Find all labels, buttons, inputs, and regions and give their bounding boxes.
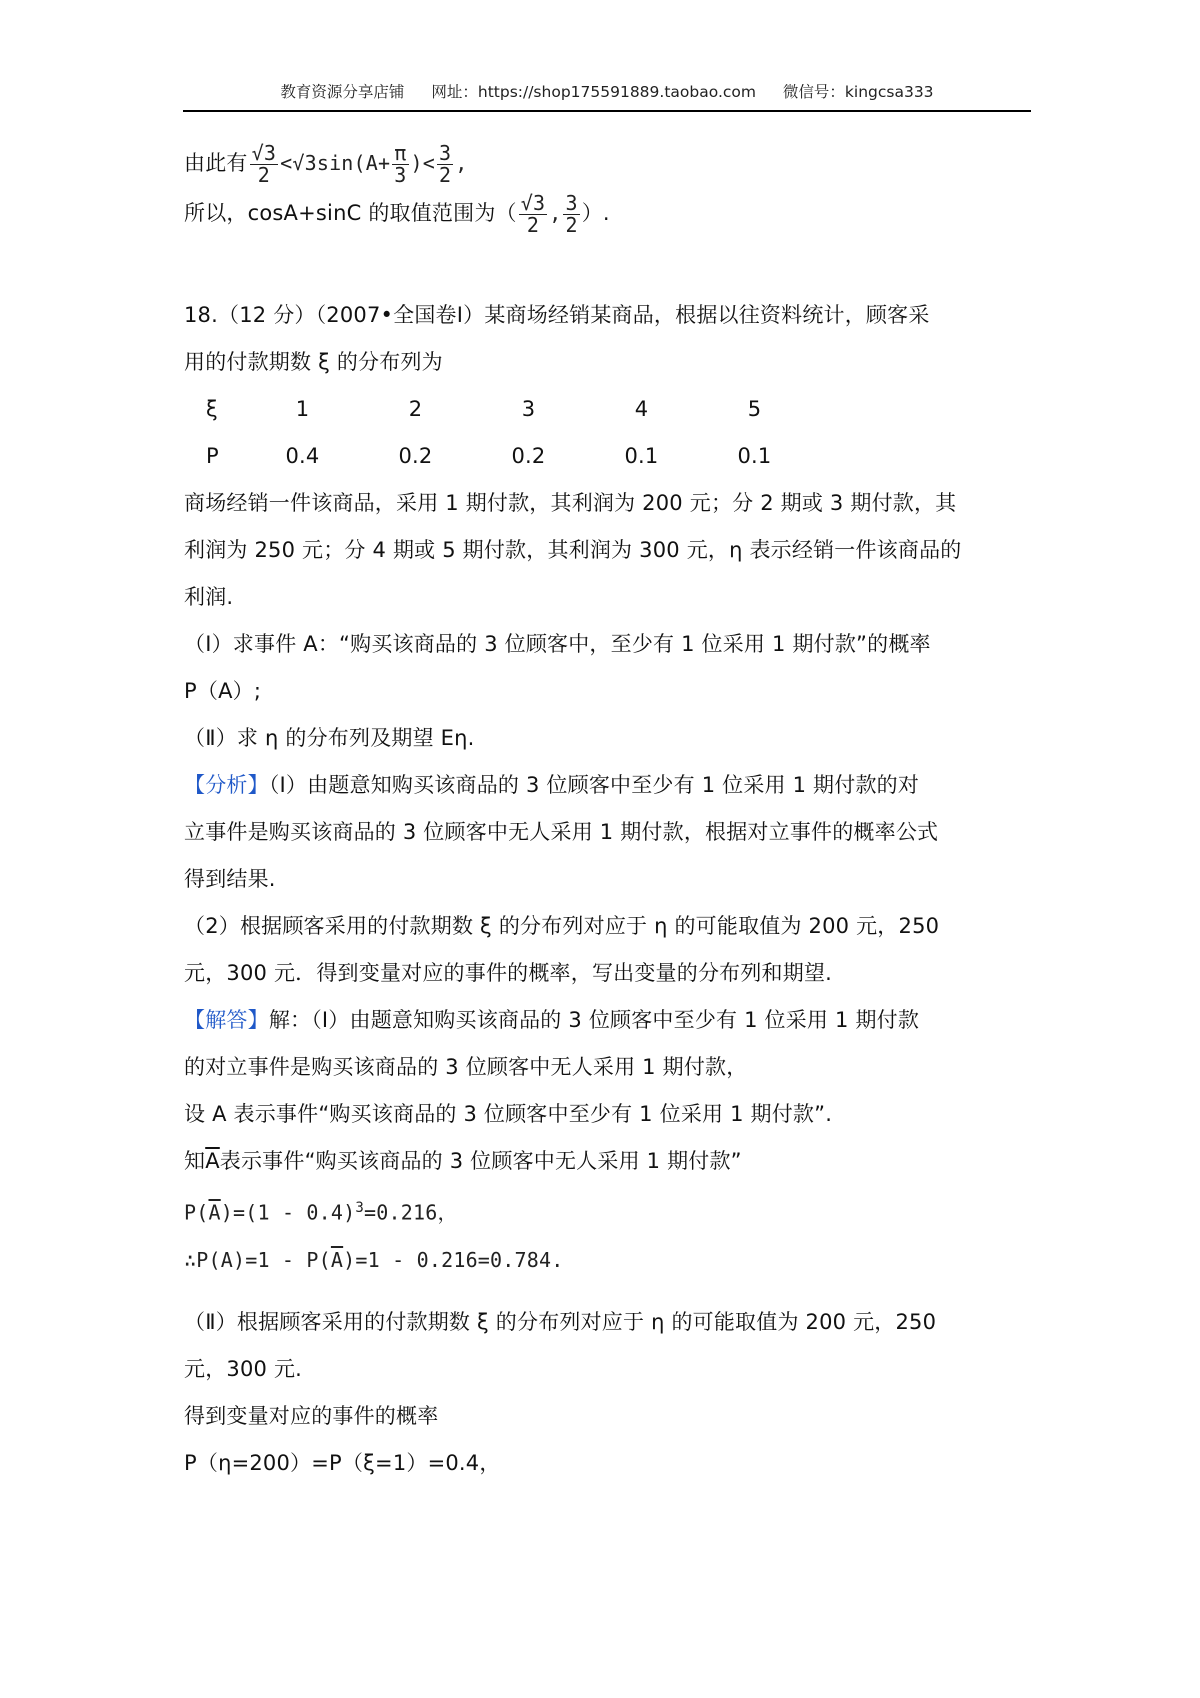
analysis-line-1: 【分析】（Ⅰ）由题意知购买该商品的 3 位顾客中至少有 1 位采用 1 期付款的对 [184,773,920,797]
table-prob: 0.2 [398,444,433,468]
table-prob: 0.2 [511,444,546,468]
fraction-sqrt3-over-2: $\frac{√3}{2}$ [251,140,277,187]
complement-a: $\overline{A}$ [205,1149,220,1173]
solution-line-1: 【解答】解：（Ⅰ）由题意知购买该商品的 3 位顾客中至少有 1 位采用 1 期付款 [184,1008,920,1032]
less-than-symbol: < [280,151,293,175]
range-right-fraction: $\frac{3}{2}$ [565,190,578,237]
problem-line-2: 用的付款期数 ξ 的分布列为 [184,350,443,374]
table-xi-label: ξ [206,397,218,421]
analysis-line-3: 得到结果. [184,867,276,891]
complement-a: $\overline{A}$ [208,1200,221,1225]
less-than-symbol-2: < [422,151,436,175]
solution-line-6: 元，300 元. [184,1357,303,1381]
header-shop: 教育资源分享店铺 [280,83,405,101]
table-prob: 0.4 [285,444,320,468]
solution-tag: 【解答】 [184,1008,269,1032]
analysis-line-4: （2）根据顾客采用的付款期数 ξ 的分布列对应于 η 的可能取值为 200 元，250 [184,914,940,938]
analysis-line-2: 立事件是购买该商品的 3 位顾客中无人采用 1 期付款，根据对立事件的概率公式 [184,820,939,844]
problem-line-3: 商场经销一件该商品，采用 1 期付款，其利润为 200 元；分 2 期或 3 期付款，其 [184,491,957,515]
sqrt3-term: √3 [292,151,317,175]
problem-line-1: 18.（12 分）（2007•全国卷Ⅰ）某商场经销某商品，根据以往资料统计，顾客采 [184,303,930,327]
problem-line-4: 利润为 250 元；分 4 期或 5 期付款，其利润为 300 元，η 表示经销一件该商品的 [184,538,962,562]
table-value: 1 [295,397,310,421]
distribution-table-header-row [184,386,1032,433]
fraction-pi-over-3: $\frac{\pi}{3}$ [394,140,407,187]
solution-line-7: 得到变量对应的事件的概率 [184,1404,439,1428]
question-1-line-2: P（A）; [184,679,262,703]
inequality-line: 由此有 $\frac{√3}{2}$ <√3sin(A+ $\frac{\pi}{3}$ )< $\frac{3}{2}$ , [184,140,468,187]
spacer [184,250,1032,292]
question-1-line-1: （Ⅰ）求事件 A：“购买该商品的 3 位顾客中，至少有 1 位采用 1 期付款”的概率 [184,632,931,656]
table-p-label: P [206,444,219,468]
analysis-tag: 【分析】 [184,773,269,797]
solution-line-3: 设 A 表示事件“购买该商品的 3 位顾客中至少有 1 位采用 1 期付款”. [184,1102,833,1126]
text-lead: 由此有 [184,151,248,175]
table-prob: 0.1 [624,444,659,468]
header-wechat: 微信号：kingcsa333 [782,83,934,101]
solution-line-8: P（η=200）=P（ξ=1）=0.4， [184,1451,501,1475]
complement-a: $\overline{A}$ [330,1248,344,1272]
distribution-table-prob-row [184,433,1032,480]
equation-2: ∴P(A)=1 - $P(\overline{A})=1 - 0.216=0.784$. [184,1248,564,1272]
analysis-line-5: 元，300 元．得到变量对应的事件的概率，写出变量的分布列和期望. [184,961,833,985]
solution-line-5: （Ⅱ）根据顾客采用的付款期数 ξ 的分布列对应于 η 的可能取值为 200 元，250 [184,1310,937,1334]
solution-line-4: 知$\overline{A}$表示事件“购买该商品的 3 位顾客中无人采用 1 期付款” [184,1149,742,1173]
document-body [184,140,1032,1487]
page-header [183,80,1031,102]
spacer [184,1289,1032,1299]
range-text: 所以，cosA+sinC 的取值范围为（ [184,201,517,225]
table-value: 2 [408,397,423,421]
exponent: 3 [355,1200,365,1216]
header-divider [183,110,1031,112]
range-line: 所以，cosA+sinC 的取值范围为（ $\frac{√3}{2}$ , $\frac{3}{2}$ ）. [184,190,610,237]
table-value: 3 [521,397,536,421]
range-left-fraction: $\frac{√3}{2}$ [520,190,546,237]
sin-function: sin(A+ [316,151,391,175]
table-prob: 0.1 [737,444,772,468]
table-value: 5 [747,397,762,421]
table-value: 4 [634,397,649,421]
problem-line-5: 利润. [184,585,234,609]
equation-1: $P(\overline{A})=(1 - 0.4)^3=0.216$， [184,1200,458,1225]
header-url: 网址：https://shop175591889.taobao.com [431,83,756,101]
solution-line-2: 的对立事件是购买该商品的 3 位顾客中无人采用 1 期付款， [184,1055,748,1079]
question-2: （Ⅱ）求 η 的分布列及期望 Eη. [184,726,475,750]
fraction-3-over-2: $\frac{3}{2}$ [439,140,452,187]
